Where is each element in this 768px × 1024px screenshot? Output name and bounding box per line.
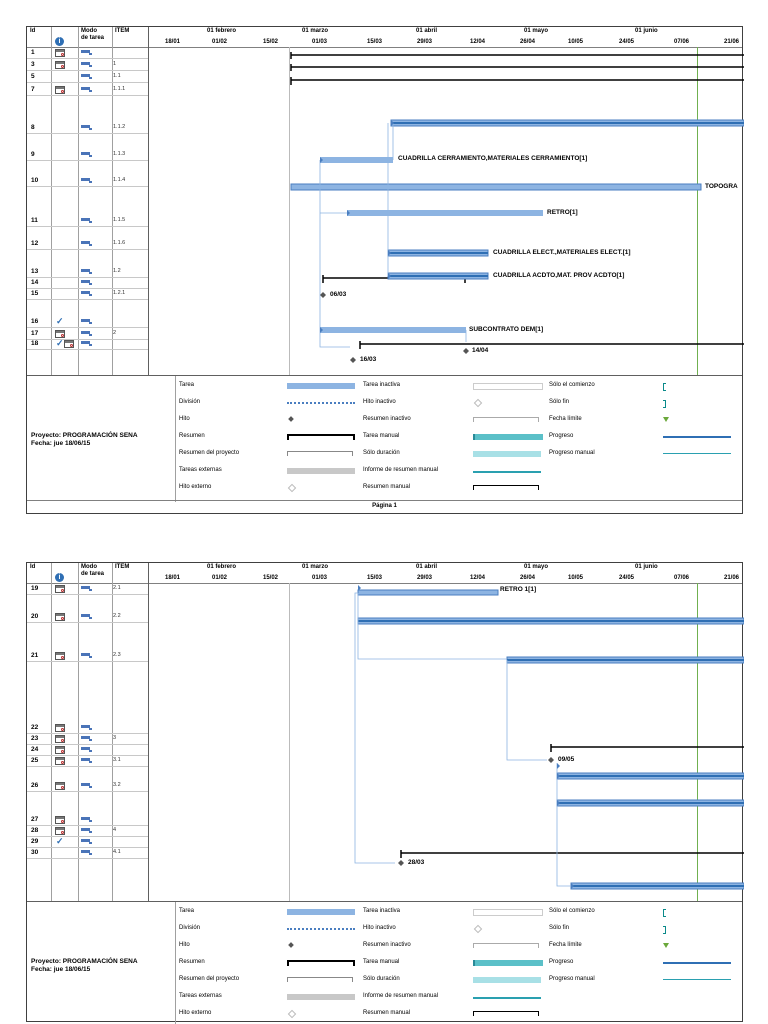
row-id: 15 xyxy=(31,290,39,297)
week-label: 10/05 xyxy=(568,39,584,45)
summary-bar-17 xyxy=(360,341,744,349)
gantt-header xyxy=(27,27,742,48)
milestones xyxy=(398,757,554,866)
legend-label: Sólo fin xyxy=(549,399,570,405)
legend-label: Sólo el comienzo xyxy=(549,908,595,914)
col-item-header: ITEM xyxy=(115,564,130,570)
task-mode-icon xyxy=(81,828,92,833)
month-label: 01 junio xyxy=(635,564,658,570)
week-label: 24/05 xyxy=(619,39,635,45)
week-label: 29/03 xyxy=(417,39,433,45)
row-item: 1.1.4 xyxy=(113,177,126,183)
month-label: 01 abril xyxy=(416,564,438,570)
row-id: 13 xyxy=(31,268,39,275)
row-id: 18 xyxy=(31,340,39,347)
legend-swatch xyxy=(663,436,731,438)
check-icon: ✓ xyxy=(56,338,64,348)
legend-swatch xyxy=(473,471,541,473)
legend-label: Hito externo xyxy=(179,484,212,490)
check-icon: ✓ xyxy=(56,836,64,846)
gantt-page-2 xyxy=(26,562,743,1022)
legend-label: Tarea xyxy=(179,908,195,914)
legend-swatch xyxy=(473,383,543,390)
row-id: 22 xyxy=(31,724,39,731)
calendar-icon xyxy=(55,816,65,824)
legend-label: Tareas externas xyxy=(179,993,222,999)
legend-label: Informe de resumen manual xyxy=(363,467,439,473)
task-mode-icon xyxy=(81,725,92,730)
week-label: 29/03 xyxy=(417,575,433,581)
row-id: 16 xyxy=(31,318,39,325)
summary-bar-1 xyxy=(291,52,744,59)
bar-label: CUADRILLA ACDTO,MAT. PROV ACDTO[1] xyxy=(493,272,625,279)
task-bar-10 xyxy=(347,210,543,216)
row-id: 26 xyxy=(31,782,39,789)
legend-label: Progreso xyxy=(549,959,574,965)
task-bar-15 xyxy=(320,327,466,333)
legend-label: Tareas externas xyxy=(179,467,222,473)
col-item-header: ITEM xyxy=(115,28,130,34)
week-label: 21/06 xyxy=(724,39,740,45)
legend-label: División xyxy=(179,399,201,405)
week-label: 26/04 xyxy=(520,575,536,581)
row-item: 4.1 xyxy=(113,849,121,855)
row-item: 1.2.1 xyxy=(113,290,126,296)
legend-label: Tarea manual xyxy=(363,433,400,439)
legend-label: Tarea inactiva xyxy=(363,908,401,914)
row-id: 5 xyxy=(31,73,35,80)
week-label: 15/02 xyxy=(263,575,279,581)
row-id: 12 xyxy=(31,240,39,247)
task-mode-icon xyxy=(81,269,92,274)
week-label: 12/04 xyxy=(470,575,486,581)
legend-swatch xyxy=(473,943,539,948)
calendar-icon xyxy=(55,757,65,765)
week-label: 15/02 xyxy=(263,39,279,45)
legend-swatch xyxy=(287,994,355,1000)
milestone-label: 06/03 xyxy=(330,291,347,298)
week-label: 10/05 xyxy=(568,575,584,581)
week-label: 07/06 xyxy=(674,39,690,45)
task-mode-icon xyxy=(81,817,92,822)
info-icon: i xyxy=(55,37,64,46)
calendar-icon xyxy=(55,782,65,790)
row-id: 24 xyxy=(31,746,39,753)
bar-label: CUADRILLA CERRAMIENTO,MATERIALES CERRAMIENTO[1] xyxy=(398,155,588,162)
legend-label: Sólo fin xyxy=(549,925,570,931)
task-mode-icon xyxy=(81,758,92,763)
task-mode-icon xyxy=(81,218,92,223)
row-id: 30 xyxy=(31,849,39,856)
row-id: 14 xyxy=(31,279,39,286)
week-label: 15/03 xyxy=(367,575,383,581)
task-mode-icon xyxy=(81,152,92,157)
task-mode-icon xyxy=(81,586,92,591)
calendar-icon xyxy=(55,827,65,835)
month-label: 01 marzo xyxy=(302,28,329,34)
legend-label: Hito xyxy=(179,416,190,422)
row-item: 1.1.2 xyxy=(113,124,126,130)
task-bars xyxy=(291,120,744,333)
col-mode-header: Modo de tarea xyxy=(81,564,105,577)
legend-label: Resumen inactivo xyxy=(363,416,411,422)
col-id-header: Id xyxy=(30,28,36,34)
row-id: 17 xyxy=(31,330,39,337)
legend-label: Hito inactivo xyxy=(363,399,396,405)
project-name: Proyecto: PROGRAMACIÓN SENA xyxy=(31,958,138,965)
project-name: Proyecto: PROGRAMACIÓN SENA xyxy=(31,432,138,439)
calendar-icon xyxy=(55,86,65,94)
legend-label: Resumen manual xyxy=(363,1010,411,1016)
legend-swatch xyxy=(473,434,543,440)
week-label: 01/03 xyxy=(312,575,328,581)
week-label: 24/05 xyxy=(619,575,635,581)
page-number: Página 1 xyxy=(372,503,397,509)
row-id: 23 xyxy=(31,735,39,742)
week-label: 12/04 xyxy=(470,39,486,45)
row-item: 2.1 xyxy=(113,585,121,591)
legend-swatch xyxy=(288,416,294,422)
legend-label: Sólo duración xyxy=(363,976,400,982)
legend-label: División xyxy=(179,925,201,931)
month-label: 01 mayo xyxy=(524,564,549,570)
task-mode-icon xyxy=(81,783,92,788)
legend-swatch xyxy=(288,942,294,948)
task-mode-icon xyxy=(81,341,92,346)
legend-swatch xyxy=(287,402,355,404)
week-label: 21/06 xyxy=(724,575,740,581)
col-id-header: Id xyxy=(30,564,36,570)
legend-swatch xyxy=(473,451,541,457)
row-id: 7 xyxy=(31,86,35,93)
legend-swatch xyxy=(288,1010,296,1018)
milestone-label: 14/04 xyxy=(472,347,489,354)
legend-label: Resumen manual xyxy=(363,484,411,490)
legend-swatch xyxy=(474,925,482,933)
legend-swatch xyxy=(473,417,539,422)
row-id: 9 xyxy=(31,151,35,158)
calendar-icon xyxy=(55,613,65,621)
row-item: 1 xyxy=(113,61,117,67)
task-mode-icon xyxy=(81,614,92,619)
gantt-svg xyxy=(175,47,744,375)
legend-label: Resumen xyxy=(179,959,205,965)
legend-swatch xyxy=(663,400,666,408)
row-item: 1.1 xyxy=(113,73,121,79)
legend-label: Hito xyxy=(179,942,190,948)
gantt-svg xyxy=(175,583,744,901)
row-id: 11 xyxy=(31,217,38,224)
page-footer xyxy=(27,500,742,513)
bar-label: SUBCONTRATO DEM[1] xyxy=(469,326,544,333)
legend-swatch xyxy=(473,909,543,916)
week-label: 18/01 xyxy=(165,575,181,581)
info-icon: i xyxy=(55,573,64,582)
legend-label: Progreso manual xyxy=(549,450,595,456)
milestone-14-04 xyxy=(463,348,469,354)
legend-swatch xyxy=(473,1011,539,1016)
legend-label: Progreso manual xyxy=(549,976,595,982)
task-mode-icon xyxy=(81,74,92,79)
task-bar-8 xyxy=(320,157,393,163)
legend xyxy=(27,901,742,1024)
arrow-heads xyxy=(320,120,394,333)
calendar-icon xyxy=(55,585,65,593)
legend-swatch xyxy=(663,962,731,964)
bar-label: CUADRILLA ELECT.,MATERIALES ELECT.[1] xyxy=(493,249,631,256)
row-id: 25 xyxy=(31,757,39,764)
gantt-header xyxy=(27,563,742,584)
task-mode-icon xyxy=(81,87,92,92)
legend-swatch xyxy=(287,928,355,930)
task-mode-icon xyxy=(81,747,92,752)
week-label: 07/06 xyxy=(674,575,690,581)
bar-label: RETRO[1] xyxy=(547,209,578,216)
row-id: 27 xyxy=(31,816,39,823)
week-label: 15/03 xyxy=(367,39,383,45)
legend-swatch xyxy=(663,943,669,948)
legend-label: Hito externo xyxy=(179,1010,212,1016)
task-mode-icon xyxy=(81,50,92,55)
legend-label: Resumen del proyecto xyxy=(179,450,240,456)
task-mode-icon xyxy=(81,62,92,67)
week-label: 01/02 xyxy=(212,575,228,581)
legend-swatch xyxy=(473,485,539,490)
legend-label: Resumen xyxy=(179,433,205,439)
legend-swatch xyxy=(663,453,731,454)
legend-swatch xyxy=(663,383,666,391)
month-label: 01 mayo xyxy=(524,28,549,34)
gantt-chart-area xyxy=(175,583,744,901)
legend-label: Tarea inactiva xyxy=(363,382,401,388)
legend-label: Resumen del proyecto xyxy=(179,976,240,982)
task-mode-icon xyxy=(81,280,92,285)
legend-label: Sólo duración xyxy=(363,450,400,456)
legend-swatch xyxy=(287,383,355,389)
calendar-icon xyxy=(55,652,65,660)
summary-bar-3 xyxy=(291,64,744,71)
milestone-label: 28/03 xyxy=(408,859,425,866)
month-label: 01 febrero xyxy=(207,564,237,570)
row-item: 1.1.3 xyxy=(113,151,126,157)
calendar-icon xyxy=(55,746,65,754)
legend-swatch xyxy=(473,997,541,999)
col-mode-header: Modo de tarea xyxy=(81,28,105,41)
task-mode-icon xyxy=(81,331,92,336)
milestone-09-05 xyxy=(548,757,554,763)
calendar-icon xyxy=(55,724,65,732)
row-id: 19 xyxy=(31,585,39,592)
row-id: 21 xyxy=(31,652,39,659)
month-label: 01 junio xyxy=(635,28,658,34)
milestone-label: 16/03 xyxy=(360,356,377,363)
legend-label: Fecha límite xyxy=(549,416,582,422)
task-mode-icon xyxy=(81,319,92,324)
row-item: 1.1.1 xyxy=(113,86,126,92)
row-id: 10 xyxy=(31,177,39,184)
task-mode-icon xyxy=(81,839,92,844)
legend-label: Tarea manual xyxy=(363,959,400,965)
row-item: 2 xyxy=(113,330,117,336)
task-bar-9 xyxy=(291,184,701,190)
milestone-6-03 xyxy=(320,292,326,298)
week-label: 18/01 xyxy=(165,39,181,45)
legend-swatch xyxy=(287,909,355,915)
task-mode-icon xyxy=(81,125,92,130)
project-date: Fecha: jue 18/06/15 xyxy=(31,966,91,973)
legend-swatch xyxy=(474,399,482,407)
row-id: 20 xyxy=(31,613,39,620)
row-item: 1.1.5 xyxy=(113,217,126,223)
summary-bar-23 xyxy=(551,744,744,752)
row-id: 28 xyxy=(31,827,39,834)
calendar-icon xyxy=(55,61,65,69)
task-mode-icon xyxy=(81,850,92,855)
milestone-28-03 xyxy=(398,860,404,866)
summary-bars xyxy=(291,52,744,349)
legend-swatch xyxy=(663,926,666,934)
week-label: 26/04 xyxy=(520,39,536,45)
month-label: 01 febrero xyxy=(207,28,237,34)
week-label: 01/03 xyxy=(312,39,328,45)
legend-label: Sólo el comienzo xyxy=(549,382,595,388)
row-item: 3.1 xyxy=(113,757,121,763)
milestone-label: 09/05 xyxy=(558,756,575,763)
row-id: 3 xyxy=(31,61,35,68)
task-mode-icon xyxy=(81,241,92,246)
summary-bar-5 xyxy=(291,77,744,85)
row-id: 8 xyxy=(31,124,35,131)
task-mode-icon xyxy=(81,291,92,296)
row-item: 1.2 xyxy=(113,268,121,274)
month-label: 01 abril xyxy=(416,28,438,34)
task-bars xyxy=(358,590,744,889)
legend-label: Resumen inactivo xyxy=(363,942,411,948)
legend-swatch xyxy=(663,417,669,422)
milestone-16-03 xyxy=(350,357,356,363)
calendar-icon xyxy=(55,49,65,57)
row-item: 3 xyxy=(113,735,117,741)
summary-bar-28 xyxy=(401,850,744,858)
row-id: 29 xyxy=(31,838,39,845)
calendar-icon xyxy=(64,340,74,348)
row-item: 2.3 xyxy=(113,652,121,658)
project-date: Fecha: jue 18/06/15 xyxy=(31,440,91,447)
task-bar-19 xyxy=(358,590,498,595)
legend-swatch xyxy=(287,977,353,982)
gantt-chart-area xyxy=(175,47,744,375)
row-item: 3.2 xyxy=(113,782,121,788)
week-label: 01/02 xyxy=(212,39,228,45)
bar-label: RETRO 1[1] xyxy=(500,586,537,593)
legend-swatch xyxy=(473,960,543,966)
row-item: 2.2 xyxy=(113,613,121,619)
legend-label: Hito inactivo xyxy=(363,925,396,931)
legend-label: Informe de resumen manual xyxy=(363,993,439,999)
row-item: 4 xyxy=(113,827,117,833)
legend-swatch xyxy=(663,979,731,980)
task-mode-icon xyxy=(81,178,92,183)
row-id: 1 xyxy=(31,49,35,56)
calendar-icon xyxy=(55,735,65,743)
legend-label: Progreso xyxy=(549,433,574,439)
task-mode-icon xyxy=(81,653,92,658)
gantt-page-1 xyxy=(26,26,743,514)
legend-swatch xyxy=(473,977,541,983)
legend-swatch xyxy=(287,451,353,456)
month-label: 01 marzo xyxy=(302,564,329,570)
arrow-heads xyxy=(358,585,574,889)
calendar-icon xyxy=(55,330,65,338)
task-mode-icon xyxy=(81,736,92,741)
legend-label: Fecha límite xyxy=(549,942,582,948)
bar-label: TOPOGRA xyxy=(705,183,738,190)
legend-swatch xyxy=(663,909,666,917)
legend-swatch xyxy=(287,960,355,966)
legend-swatch xyxy=(287,468,355,474)
dependency-links xyxy=(355,593,571,886)
legend-swatch xyxy=(288,484,296,492)
legend xyxy=(27,375,742,502)
legend-label: Tarea xyxy=(179,382,195,388)
check-icon: ✓ xyxy=(56,316,64,326)
row-item: 1.1.6 xyxy=(113,240,126,246)
legend-swatch xyxy=(287,434,355,440)
